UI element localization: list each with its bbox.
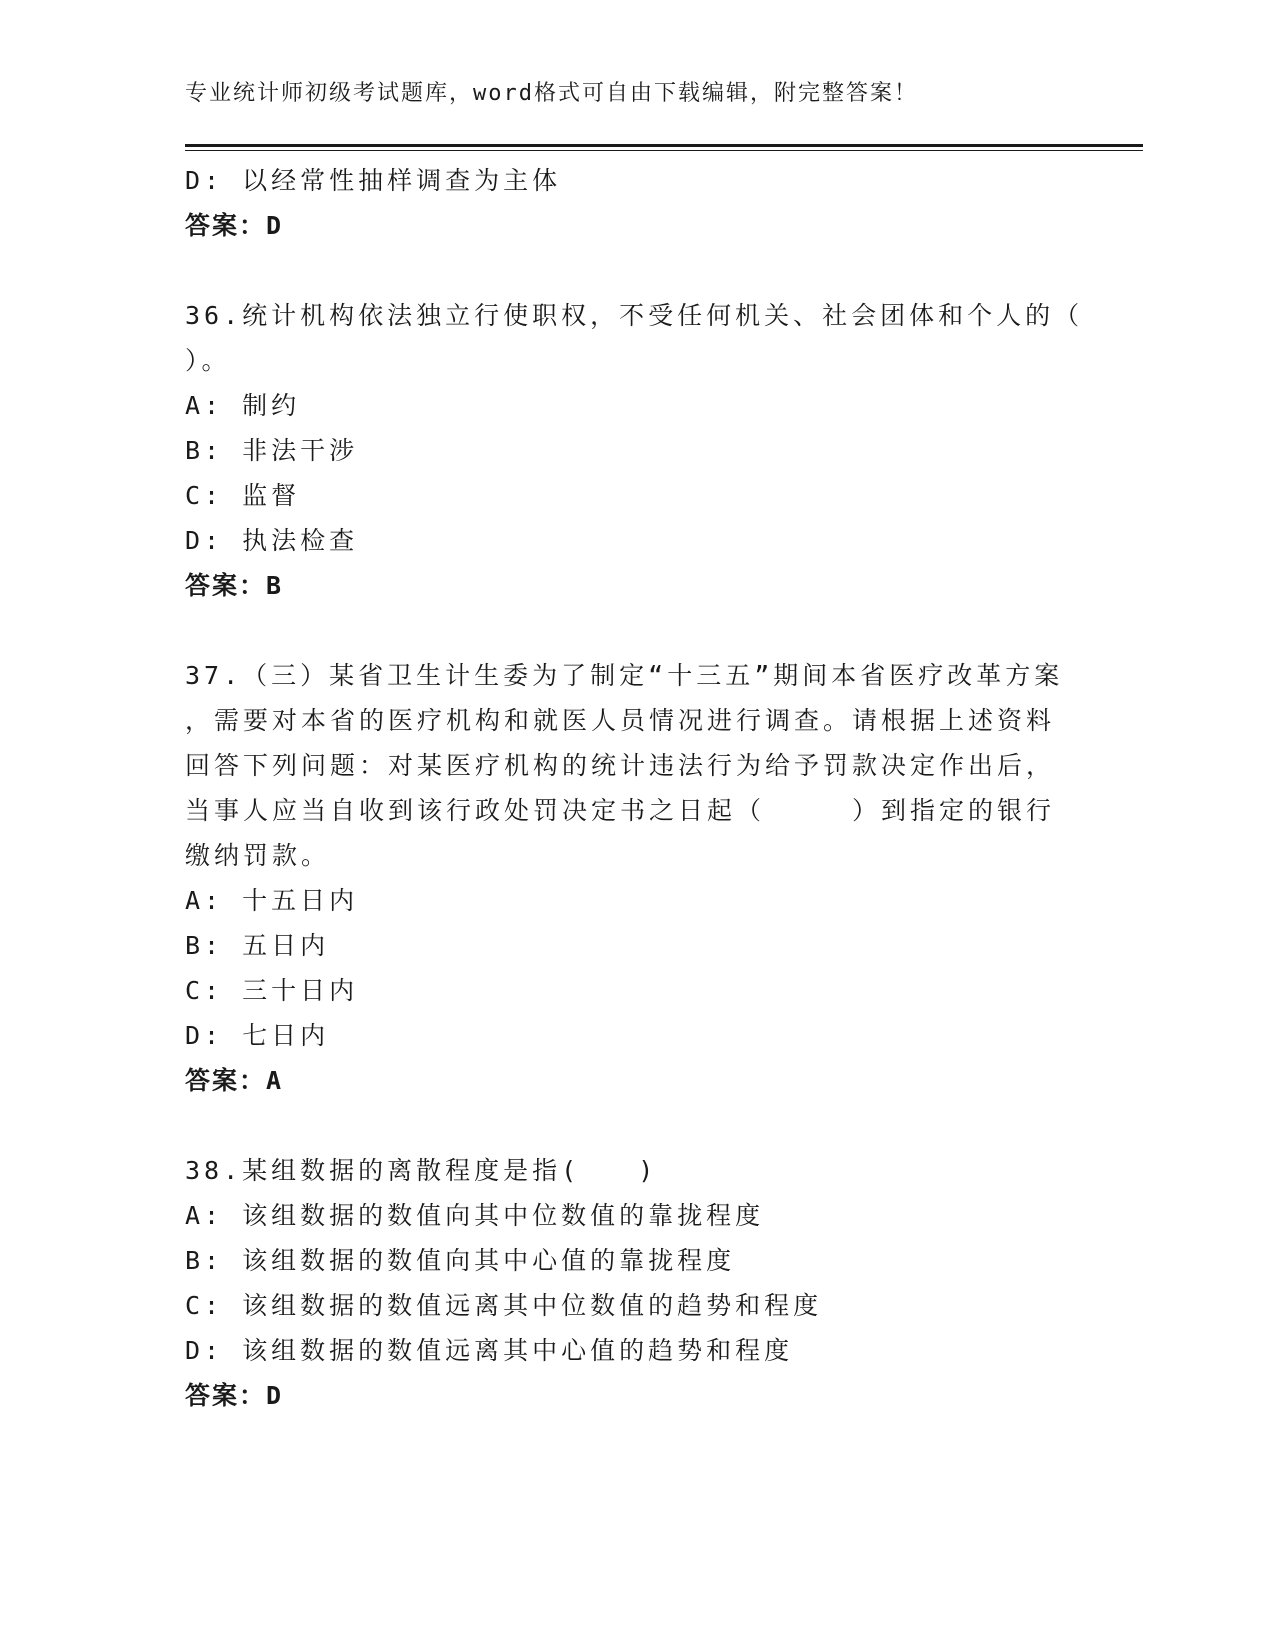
option-a: A: 制约	[185, 391, 301, 420]
spacer	[185, 248, 1085, 293]
option-b: B: 非法干涉	[185, 436, 359, 465]
question-37	[185, 653, 1085, 1103]
header-rule-thick	[185, 144, 1143, 147]
spacer	[185, 1103, 1085, 1148]
option-d: D: 该组数据的数值远离其中心值的趋势和程度	[185, 1336, 794, 1365]
answer-line: 答案：B	[185, 571, 284, 600]
question-36	[185, 293, 1085, 608]
option-a: A: 十五日内	[185, 886, 359, 915]
question-stem-line: ，需要对本省的医疗机构和就医人员情况进行调查。请根据上述资料	[185, 706, 1056, 735]
question-stem-line: 37.（三）某省卫生计生委为了制定“十三五”期间本省医疗改革方案	[185, 661, 1064, 690]
option-d: D: 以经常性抽样调查为主体	[185, 166, 562, 195]
option-b: B: 五日内	[185, 931, 330, 960]
question-stem-line: 36.统计机构依法独立行使职权，不受任何机关、社会团体和个人的（	[185, 301, 1084, 330]
question-stem-line: 缴纳罚款。	[185, 841, 331, 870]
question-stem-line: ）。	[185, 346, 231, 375]
option-d: D: 执法检查	[185, 526, 359, 555]
question-stem-line: 38.某组数据的离散程度是指( )	[185, 1156, 658, 1185]
question-38	[185, 1148, 1085, 1418]
option-a: A: 该组数据的数值向其中位数值的靠拢程度	[185, 1201, 765, 1230]
option-c: C: 该组数据的数值远离其中位数值的趋势和程度	[185, 1291, 823, 1320]
answer-line: 答案：D	[185, 211, 284, 240]
prev-question-tail	[185, 158, 1085, 248]
option-b: B: 该组数据的数值向其中心值的靠拢程度	[185, 1246, 736, 1275]
spacer	[185, 608, 1085, 653]
page-header: 专业统计师初级考试题库，word格式可自由下载编辑，附完整答案！	[185, 81, 918, 106]
document-body	[185, 158, 1085, 1418]
answer-line: 答案：D	[185, 1381, 284, 1410]
answer-line: 答案：A	[185, 1066, 284, 1095]
question-stem-line: 回答下列问题：对某医疗机构的统计违法行为给予罚款决定作出后，	[185, 751, 1056, 780]
option-d: D: 七日内	[185, 1021, 330, 1050]
header-rule-thin	[185, 150, 1143, 151]
option-c: C: 三十日内	[185, 976, 359, 1005]
option-c: C: 监督	[185, 481, 301, 510]
question-stem-line: 当事人应当自收到该行政处罚决定书之日起（ ）到指定的银行	[185, 796, 1056, 825]
